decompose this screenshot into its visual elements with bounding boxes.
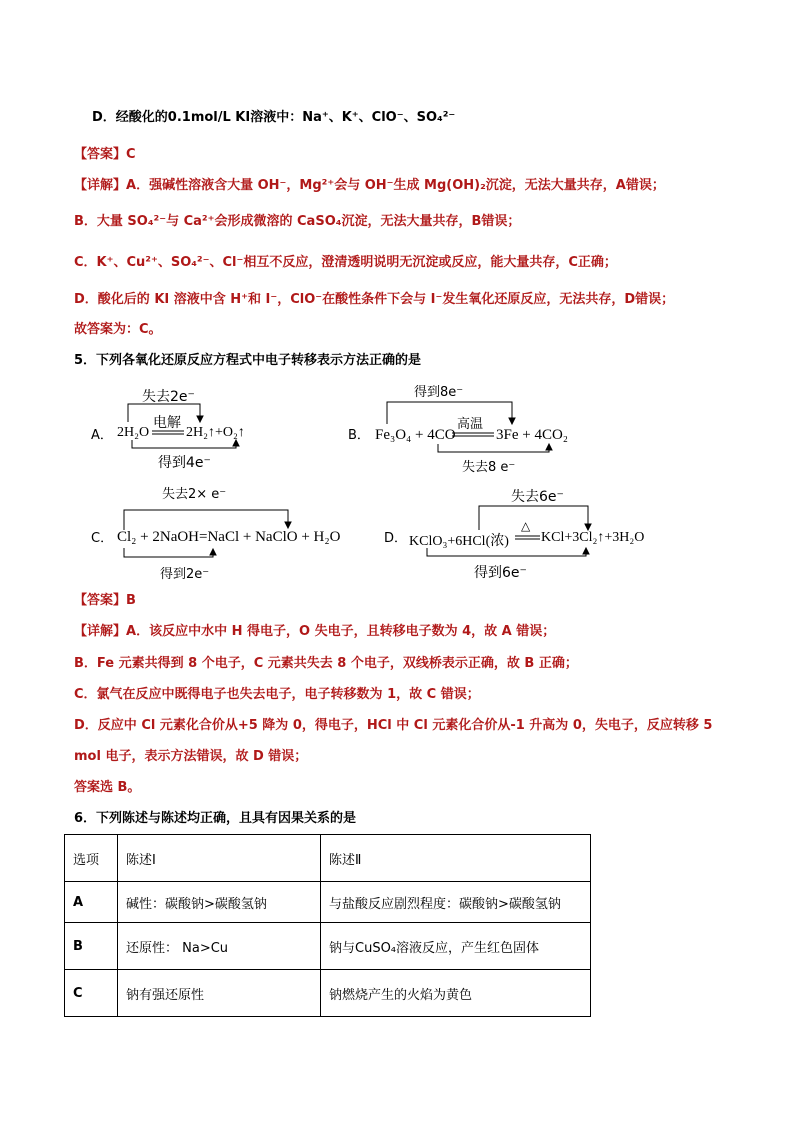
row-statement-2: 钠与CuSO₄溶液反应，产生红色固体: [321, 923, 591, 970]
eq-b-gain-arrowhead: [509, 418, 515, 424]
detail-label: 【详解】: [74, 624, 127, 639]
table-row: [65, 882, 591, 923]
eq-b-lose-text: 失去8 e⁻: [462, 460, 516, 475]
row-statement-2: 与盐酸反应剧烈程度：碳酸钠>碳酸氢钠: [321, 882, 591, 923]
eq-b-lose-arrowhead: [546, 444, 552, 450]
eq-c-label: C．: [91, 531, 114, 546]
row-statement-2: 钠燃烧产生的火焰为黄色: [321, 970, 591, 1017]
q4-detail-d: D．酸化后的 KI 溶液中含 H⁺和 I⁻，ClO⁻在酸性条件下会与 I⁻发生氧化还原反应，无法共存，D错误；: [74, 292, 675, 307]
q5-answer: [74, 592, 136, 610]
eq-c-equation: Cl₂ + 2NaOH=NaCl + NaClO + H₂O: [117, 529, 341, 545]
detail-label: 【详解】: [74, 178, 127, 193]
eq-a-label: A．: [91, 428, 113, 443]
table-row: [65, 970, 591, 1017]
eq-b-lose-bracket: [438, 444, 549, 452]
q5-detail-d1: D．反应中 Cl 元素化合价从+5 降为 0，得电子，HCl 中 Cl 元素化合价从-1 升高为 0，失电子，反应转移 5: [74, 718, 713, 733]
eq-a-condition: 电解: [153, 415, 181, 431]
eq-c-gain-arrowhead: [210, 549, 216, 555]
answer-label: 【答案】: [74, 147, 127, 162]
eq-d-label: D．: [384, 531, 408, 546]
eq-a-lose-text: 失去2e⁻: [142, 389, 195, 405]
eq-d-lose-bracket: [479, 506, 588, 530]
q5-detail-c: C．氯气在反应中既得电子也失去电子，电子转移数为 1，故 C 错误；: [74, 687, 480, 702]
eq-c-lose-arrowhead: [285, 522, 291, 528]
table-header-row: [65, 835, 591, 882]
eq-d-lose-text: 失去6e⁻: [511, 489, 564, 505]
detail-text: A．强碱性溶液含大量 OH⁻，Mg²⁺会与 OH⁻生成 Mg(OH)₂沉淀，无法大量共存，A错误；: [126, 178, 665, 193]
eq-c-gain-bracket: [124, 548, 213, 557]
eq-d-gain-text: 得到6e⁻: [474, 565, 527, 581]
table-row: [65, 923, 591, 970]
q4-option-d: D．经酸化的0.1mol/L KI溶液中：Na⁺、K⁺、ClO⁻、SO₄²⁻: [92, 110, 456, 125]
q5-detail-d2: mol 电子，表示方法错误，故 D 错误；: [74, 749, 308, 764]
eq-b-condition: 高温: [457, 417, 484, 432]
detail-text: A．该反应中水中 H 得电子，O 失电子，且转移电子数为 4，故 A 错误；: [126, 624, 556, 639]
row-option: B: [65, 923, 118, 970]
eq-a-gain-text: 得到4e⁻: [158, 455, 211, 471]
q4-conclusion: 故答案为：C。: [74, 322, 162, 337]
row-statement-1: 钠有强还原性: [118, 970, 321, 1017]
eq-c-lose-bracket: [124, 510, 288, 530]
q5-detail-a: [74, 623, 555, 641]
eq-b-left: Fe₃O₄ + 4CO: [375, 427, 456, 443]
eq-b-label: B．: [348, 428, 370, 443]
eq-c-gain-text: 得到2e⁻: [160, 567, 210, 582]
eq-b-right: 3Fe + 4CO₂: [496, 427, 569, 443]
row-option: A: [65, 882, 118, 923]
row-option: C: [65, 970, 118, 1017]
q5-detail-b: B．Fe 元素共得到 8 个电子，C 元素共失去 8 个电子，双线桥表示正确，故 B 正确；: [74, 656, 578, 671]
eq-a-right: 2H₂↑+O₂↑: [186, 425, 245, 440]
answer-value: C: [126, 147, 136, 162]
q5-conclusion: 答案选 B。: [74, 780, 141, 795]
answer-label: 【答案】: [74, 593, 127, 608]
eq-b-gain-bracket: [387, 402, 512, 424]
eq-a-gain-bracket: [132, 440, 236, 448]
header-option: 选项: [65, 835, 118, 882]
q4-detail-c: C．K⁺、Cu²⁺、SO₄²⁻、Cl⁻相互不反应，澄清透明说明无沉淀或反应，能大量共存，C正确；: [74, 255, 617, 270]
eq-a-lose-arrowhead: [197, 416, 203, 422]
eq-d-left: KClO₃+6HCl(浓): [409, 534, 509, 549]
eq-b-gain-text: 得到8e⁻: [414, 385, 464, 400]
q4-detail-b: B．大量 SO₄²⁻与 Ca²⁺会形成微溶的 CaSO₄沉淀，无法大量共存，B错误；: [74, 214, 521, 229]
row-statement-1: 还原性： Na>Cu: [118, 923, 321, 970]
q6-stem: 6．下列陈述与陈述均正确，且具有因果关系的是: [74, 811, 357, 826]
eq-c-lose-text: 失去2× e⁻: [162, 487, 227, 502]
eq-d-right: KCl+3Cl₂↑+3H₂O: [541, 530, 645, 545]
eq-a-left: 2H₂O: [117, 425, 150, 440]
header-statement-2: 陈述Ⅱ: [321, 835, 591, 882]
eq-d-condition: △: [521, 519, 531, 533]
answer-value: B: [126, 593, 136, 608]
eq-d-gain-arrowhead: [583, 548, 589, 554]
q6-table: [64, 834, 591, 1017]
row-statement-1: 碱性：碳酸钠>碳酸氢钠: [118, 882, 321, 923]
q5-stem: 5．下列各氧化还原反应方程式中电子转移表示方法正确的是: [74, 353, 422, 368]
header-statement-1: 陈述Ⅰ: [118, 835, 321, 882]
